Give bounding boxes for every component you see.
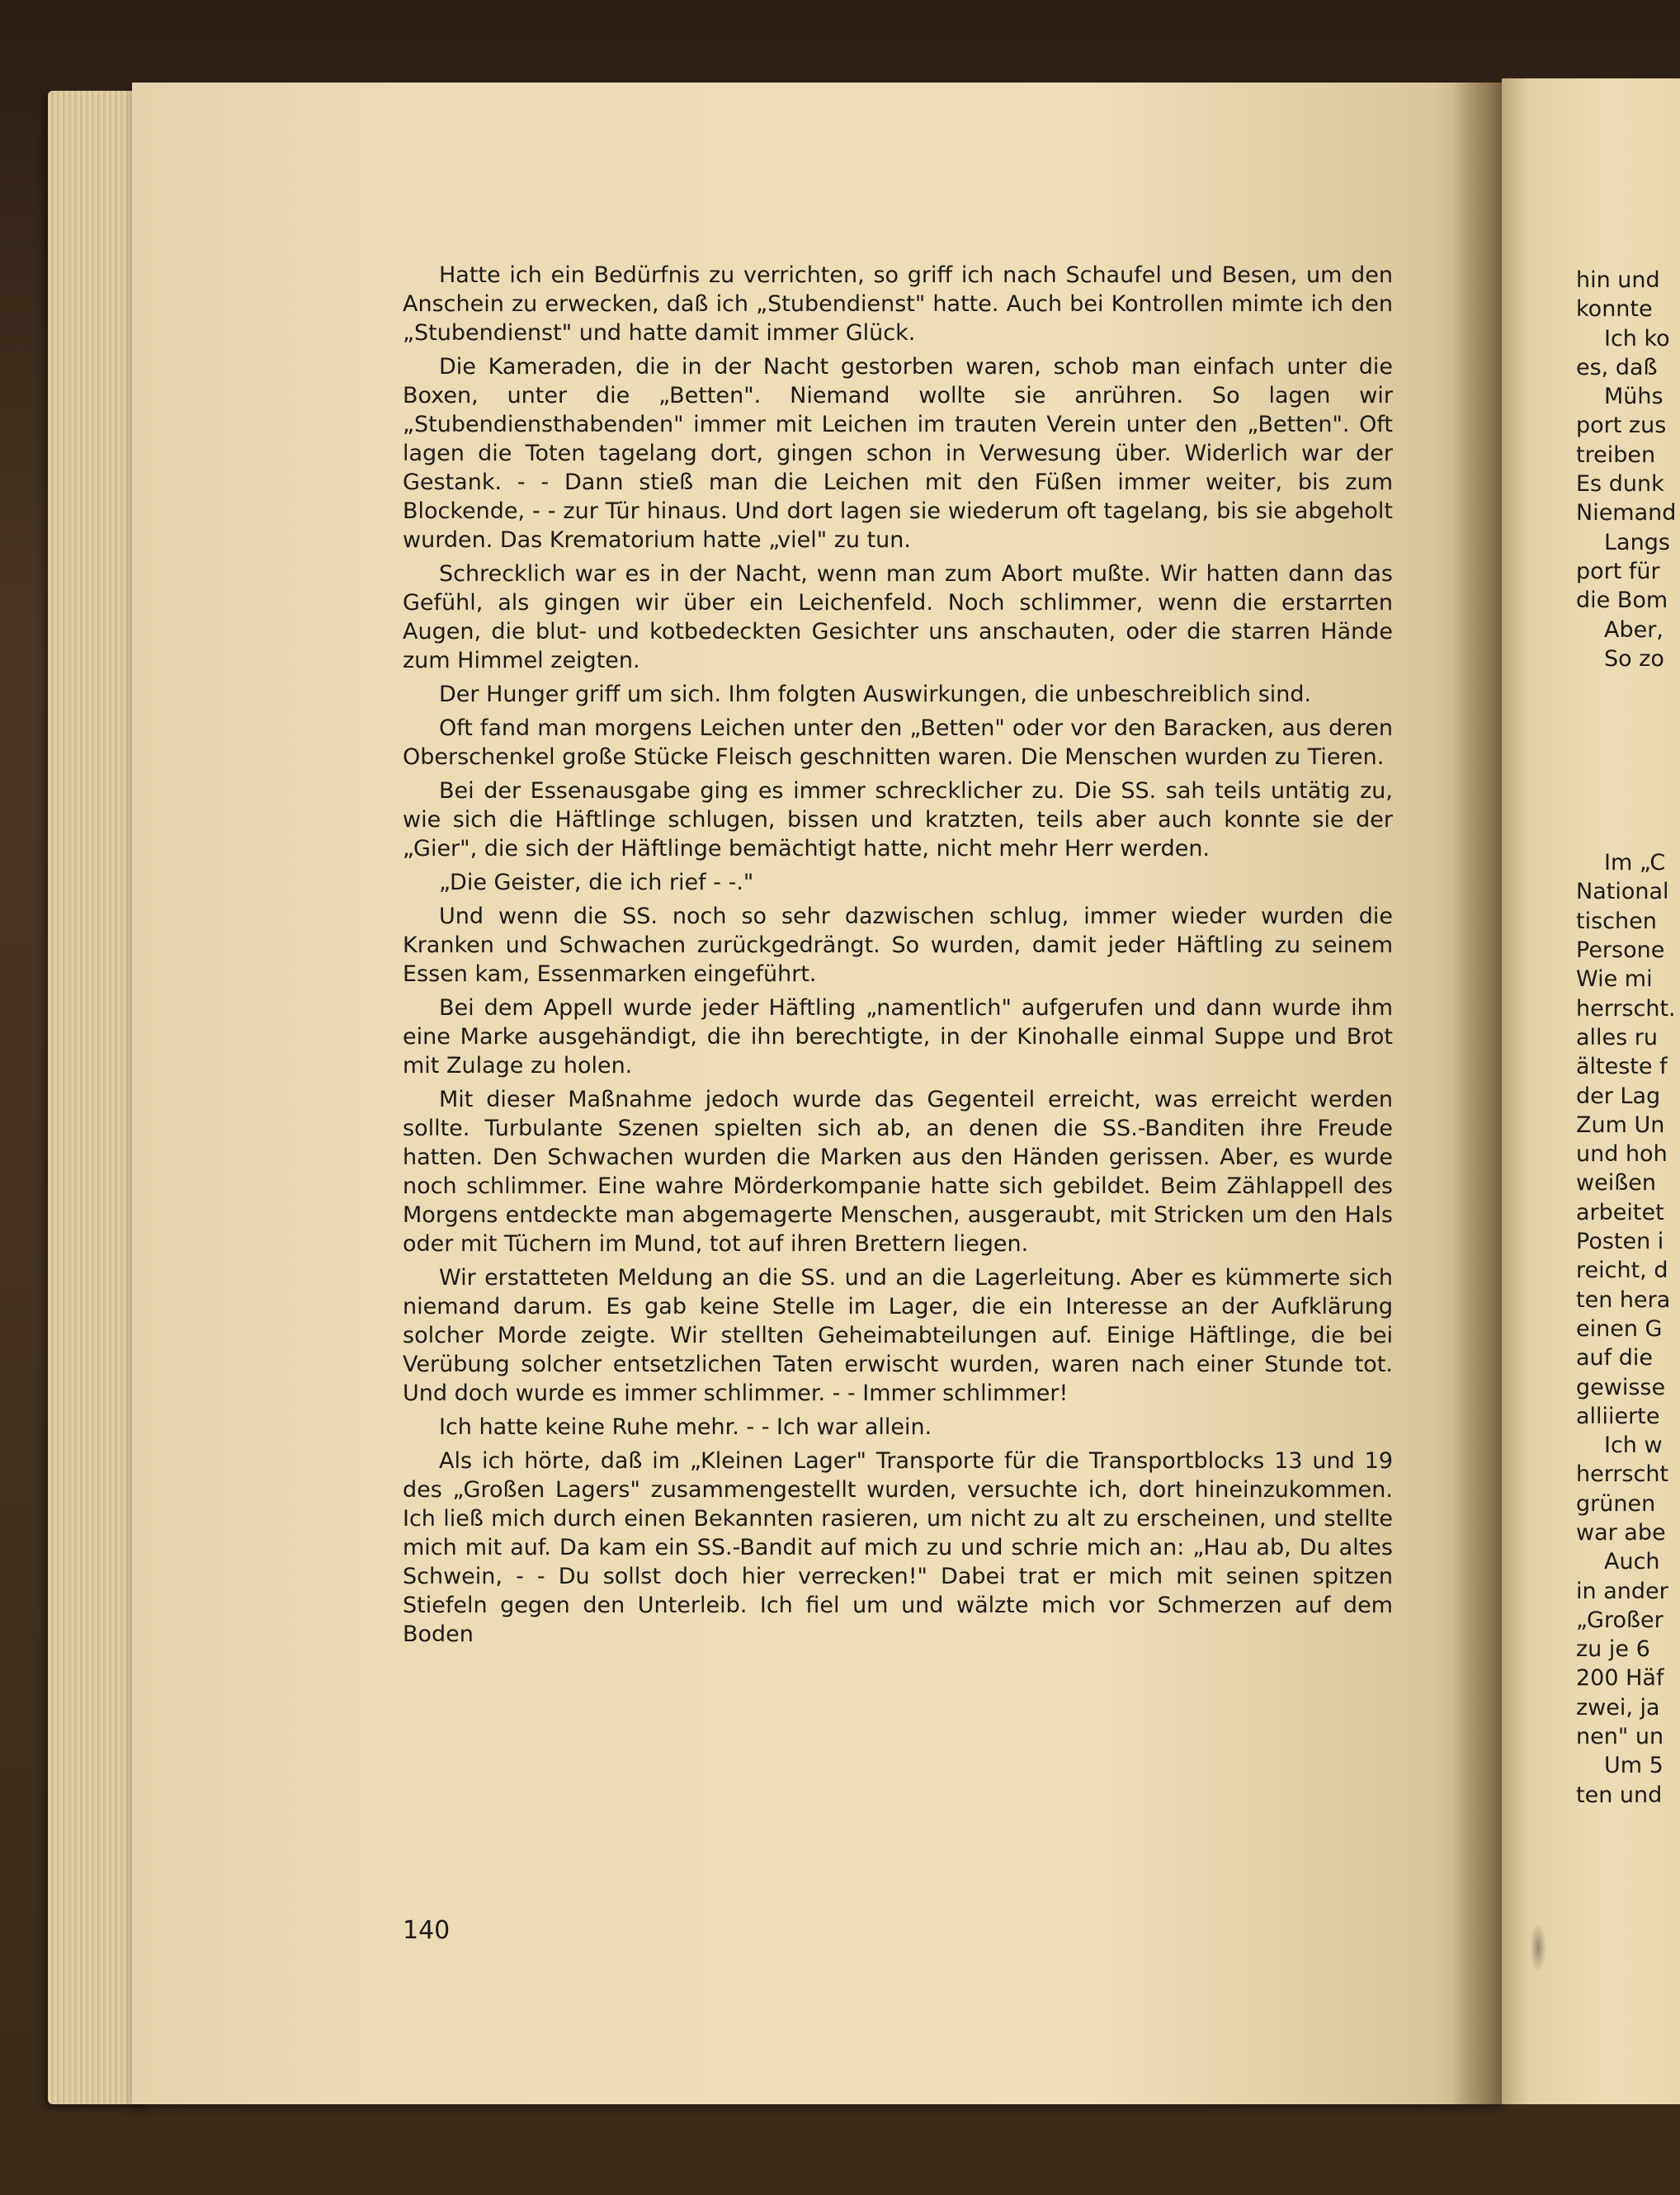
text-line: der Lag: [1576, 1083, 1661, 1109]
text-line: Ich w: [1604, 1433, 1663, 1459]
text-line: Auch: [1604, 1549, 1660, 1575]
text-line: Niemand: [1576, 500, 1677, 526]
text-line: alles ru: [1576, 1024, 1659, 1050]
page-number: 140: [403, 1916, 451, 1945]
text-line: reicht, d: [1576, 1258, 1668, 1284]
paragraph: Hatte ich ein Bedürfnis zu verrichten, so griff ich nach Schaufel und Besen, um den Anschein zu erwecken, daß ich „Stubendienst" hatte. Auch bei Kontrollen mimte ich den „Stubendienst" und hatte damit immer Glück.: [403, 262, 1393, 346]
text-line: Wie mi: [1576, 966, 1653, 993]
text-line: Zum Un: [1576, 1112, 1665, 1138]
text-line: Im „C: [1604, 850, 1666, 876]
text-line: ten und: [1576, 1782, 1663, 1808]
text-line: tischen: [1576, 908, 1657, 934]
text-line: 200 Häf: [1576, 1665, 1664, 1692]
paragraph: Ich hatte keine Ruhe mehr. - - Ich war allein.: [439, 1414, 932, 1440]
text-line: weißen: [1576, 1170, 1656, 1197]
ink-smudge: [1530, 1923, 1546, 1972]
text-line: Mühs: [1604, 384, 1663, 410]
text-line: konnte: [1576, 296, 1653, 323]
text-line: Es dunk: [1576, 471, 1664, 498]
paragraph: Schrecklich war es in der Nacht, wenn man zum Abort mußte. Wir hatten dann das Gefühl, als gingen wir über ein Leichenfeld. Noch schlimmer, wenn die erstarrten Augen, die blut- und kotbedeckten Gesichter uns anschauten, oder die starren Hände zum Himmel zeigten.: [403, 561, 1393, 673]
text-line: zwei, ja: [1576, 1694, 1660, 1721]
text-line: in ander: [1576, 1578, 1668, 1604]
text-line: war abe: [1576, 1519, 1666, 1546]
text-line: alliierte: [1576, 1403, 1660, 1429]
text-line: Langs: [1604, 529, 1670, 555]
text-line: port zus: [1576, 413, 1667, 439]
text-line: es, daß: [1576, 354, 1658, 380]
text-line: National: [1576, 879, 1669, 905]
text-line: So zo: [1604, 645, 1664, 672]
paragraph: Die Kameraden, die in der Nacht gestorben waren, schob man einfach unter die Boxen, unter die „Betten". Niemand wollte sie anrühren. So lagen wir „Stubendiensthabenden" immer mit Leichen im trauten Verein unter den „Betten". Oft lagen die Toten tagelang dort, gingen schon in Verwesung über. Widerlich war der Gestank. - - Dann stieß man die Leichen mit den Füßen immer weiter, bis zum Blockende, - - zur Tür hinaus. Und dort lagen sie wiederum oft tagelang, bis sie abgeholt wurden. Das Krematorium hatte „viel" zu tun.: [403, 354, 1393, 553]
text-line: älteste f: [1576, 1054, 1668, 1080]
paragraph: Bei der Essenausgabe ging es immer schrecklicher zu. Die SS. sah teils untätig zu, wie sich die Häftlinge schlugen, bissen und kratzten, teils aber auch konnte sie der „Gier", die sich der Häftlinge bemächtigt hatte, nicht mehr Herr werden.: [403, 778, 1393, 861]
text-line: Ich ko: [1604, 325, 1670, 352]
text-line: nen" un: [1576, 1724, 1664, 1750]
paragraph: „Die Geister, die ich rief - -.": [439, 870, 754, 895]
text-line: hin und: [1576, 267, 1660, 293]
text-line: einen G: [1576, 1315, 1663, 1342]
right-page-text: [1576, 266, 1680, 1810]
paragraph: Bei dem Appell wurde jeder Häftling „namentlich" aufgerufen und dann wurde ihm eine Marke ausgehändigt, die ihn berechtigte, in der Kinohalle einmal Suppe und Brot mit Zulage zu holen.: [403, 995, 1393, 1079]
paragraph: Wir erstatteten Meldung an die SS. und an die Lagerleitung. Aber es kümmerte sich niemand darum. Es gab keine Stelle im Lager, die ein Interesse an der Aufklärung solcher Morde zeigte. Wir stellten Geheimabteilungen auf. Einige Häftlinge, die bei Verübung solcher entsetzlichen Taten erwischt wurden, waren nach einer Stunde tot. Und doch wurde es immer schlimmer. - - Immer schlimmer!: [403, 1265, 1393, 1406]
text-line: die Bom: [1576, 588, 1668, 614]
text-line: gewisse: [1576, 1374, 1666, 1400]
text-line: Persone: [1576, 937, 1665, 964]
text-line: zu je 6: [1576, 1636, 1650, 1663]
text-line: treiben: [1576, 441, 1656, 468]
text-line: port für: [1576, 558, 1660, 584]
section-gap: [1576, 673, 1680, 848]
text-line: arbeitet: [1576, 1199, 1664, 1225]
text-line: Um 5: [1604, 1753, 1663, 1779]
text-line: herrscht.: [1576, 995, 1676, 1022]
text-line: ten hera: [1576, 1286, 1671, 1313]
paragraph: Als ich hörte, daß im „Kleinen Lager" Transporte für die Transportblocks 13 und 19 des „Großen Lagers" zusammengestellt wurden, versuchte ich, dort hineinzukommen. Ich ließ mich durch einen Bekannten rasieren, um nicht zu alt zu erscheinen, und stellte mich mit auf. Da kam ein SS.-Bandit auf mich zu und schrie mich an: „Hau ab, Du altes Schwein, - - Du sollst doch hier verrecken!" Dabei trat er mich mit seinen spitzen Stiefeln gegen den Unterleib. Ich fiel um und wälzte mich vor Schmerzen auf dem Boden: [403, 1448, 1393, 1647]
text-line: herrscht: [1576, 1461, 1669, 1488]
paragraph: Mit dieser Maßnahme jedoch wurde das Gegenteil erreicht, was erreicht werden sollte. Turbulante Szenen spielten sich ab, an denen die SS.-Banditen ihre Freude hatten. Den Schwachen wurden die Marken aus den Händen gerissen. Aber, es wurde noch schlimmer. Eine wahre Mörderkompanie hatte sich gebildet. Beim Zählappell des Morgens entdeckte man abgemagerte Menschen, ausgeraubt, mit Stricken um den Hals oder mit Tüchern im Mund, tot auf ihren Brettern liegen.: [403, 1087, 1393, 1257]
left-page-text: [403, 261, 1393, 1654]
text-line: Posten i: [1576, 1229, 1664, 1255]
text-line: grünen: [1576, 1490, 1656, 1517]
text-line: und hoh: [1576, 1141, 1668, 1168]
text-line: Aber,: [1604, 616, 1663, 643]
text-line: auf die: [1576, 1345, 1653, 1371]
paragraph: Der Hunger griff um sich. Ihm folgten Auswirkungen, die unbeschreiblich sind.: [439, 682, 1312, 707]
paragraph: Oft fand man morgens Leichen unter den „Betten" oder vor den Baracken, aus deren Oberschenkel große Stücke Fleisch geschnitten waren. Die Menschen wurden zu Tieren.: [403, 715, 1393, 770]
paragraph: Und wenn die SS. noch so sehr dazwischen schlug, immer wieder wurden die Kranken und Schwachen zurückgedrängt. So wurden, damit jeder Häftling zu seinem Essen kam, Essenmarken eingeführt.: [403, 904, 1393, 987]
text-line: „Großer: [1576, 1607, 1663, 1633]
